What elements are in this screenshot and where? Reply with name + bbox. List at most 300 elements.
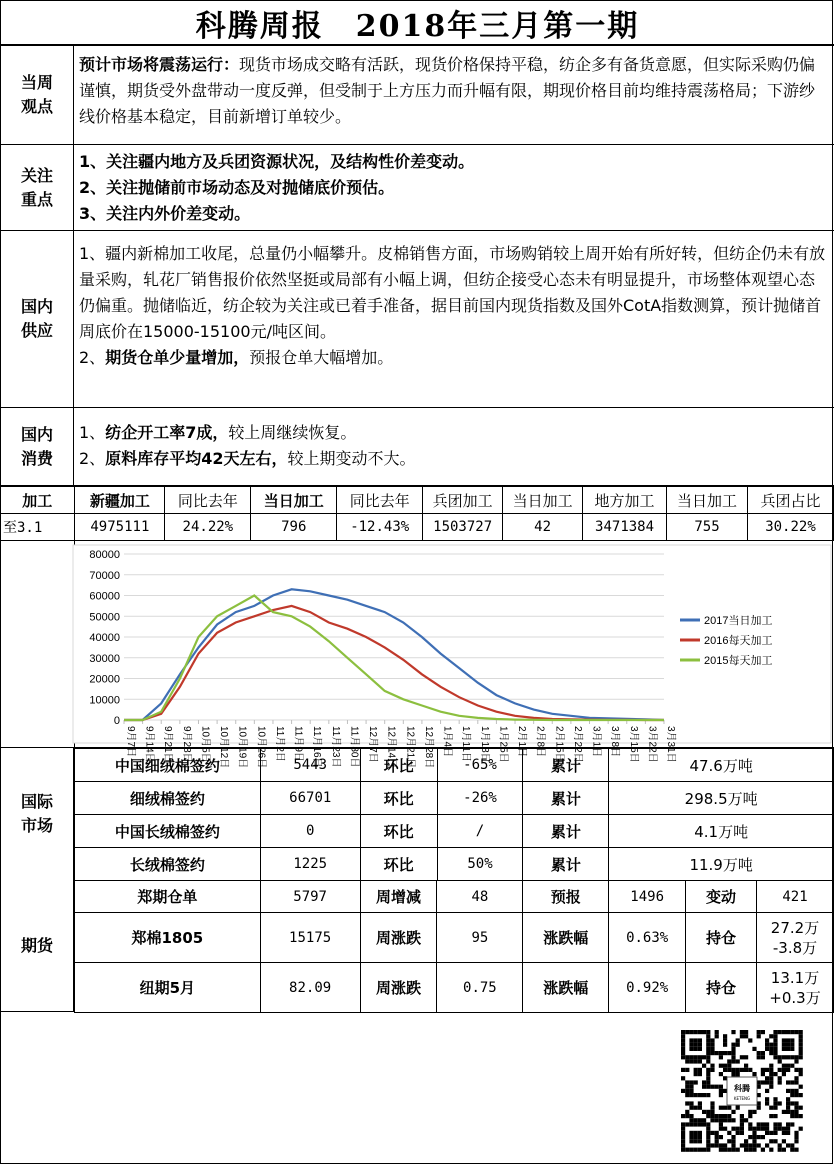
processing-header: 同比去年 — [337, 487, 423, 514]
qr-module — [782, 1030, 786, 1034]
qr-module — [719, 1148, 723, 1152]
qr-module — [778, 1148, 782, 1152]
futures-position-change: -3.8万 — [772, 938, 818, 957]
qr-module — [719, 1127, 723, 1131]
futures-row — [75, 881, 834, 913]
qr-module — [681, 1043, 685, 1047]
futures-cell: 涨跌幅 — [523, 963, 609, 1013]
consume-line-2 — [79, 446, 828, 472]
qr-code[interactable] — [669, 1028, 815, 1154]
qr-module — [782, 1068, 786, 1072]
qr-module — [698, 1093, 702, 1097]
qr-module — [698, 1131, 702, 1135]
qr-module — [769, 1139, 773, 1143]
qr-module — [736, 1131, 740, 1135]
qr-module — [778, 1101, 782, 1105]
qr-module — [706, 1068, 710, 1072]
qr-module — [710, 1043, 714, 1047]
qr-module — [689, 1118, 693, 1122]
section-weekly-view — [1, 46, 834, 145]
qr-module — [794, 1101, 798, 1105]
y-tick-label: 0 — [113, 715, 120, 727]
x-tick-label: 11月30日 — [348, 726, 360, 768]
qr-module — [740, 1131, 744, 1135]
intl-cell: 累计 — [523, 782, 609, 815]
x-tick-label: 10月19日 — [236, 726, 248, 769]
qr-module — [790, 1143, 794, 1147]
qr-module — [736, 1106, 740, 1110]
qr-module — [761, 1127, 765, 1131]
futures-cell: 15175 — [260, 913, 360, 963]
qr-module — [782, 1072, 786, 1076]
qr-module — [769, 1034, 773, 1038]
qr-module — [689, 1101, 693, 1105]
qr-module — [765, 1038, 769, 1042]
qr-module — [794, 1148, 798, 1152]
qr-module — [773, 1106, 777, 1110]
qr-module — [786, 1047, 790, 1051]
qr-module — [731, 1110, 735, 1114]
y-tick-label: 20000 — [89, 673, 120, 686]
section-body — [79, 52, 828, 130]
qr-module — [794, 1080, 798, 1084]
qr-module — [736, 1072, 740, 1076]
qr-module — [752, 1148, 756, 1152]
processing-table — [0, 486, 834, 541]
qr-module — [681, 1148, 685, 1152]
qr-module — [706, 1093, 710, 1097]
qr-module — [681, 1034, 685, 1038]
x-tick-label: 11月9日 — [292, 726, 304, 762]
qr-module — [782, 1064, 786, 1068]
qr-module — [769, 1072, 773, 1076]
chart-y-ticks — [89, 549, 120, 727]
y-tick-label: 30000 — [89, 652, 120, 665]
qr-module — [761, 1051, 765, 1055]
qr-module — [799, 1093, 803, 1097]
qr-module — [694, 1118, 698, 1122]
processing-cell: 755 — [667, 514, 748, 541]
qr-module — [744, 1064, 748, 1068]
qr-module — [723, 1038, 727, 1042]
qr-module — [790, 1030, 794, 1034]
qr-module — [689, 1080, 693, 1084]
qr-module — [773, 1055, 777, 1059]
processing-cell: 3471384 — [583, 514, 667, 541]
qr-module — [723, 1114, 727, 1118]
qr-module — [782, 1047, 786, 1051]
qr-module — [794, 1055, 798, 1059]
futures-cell: 0.75 — [437, 963, 523, 1013]
qr-module — [761, 1030, 765, 1034]
qr-module — [773, 1034, 777, 1038]
qr-module — [727, 1064, 731, 1068]
qr-module — [694, 1047, 698, 1051]
qr-module — [761, 1122, 765, 1126]
qr-module — [799, 1114, 803, 1118]
qr-module — [715, 1085, 719, 1089]
qr-module — [706, 1038, 710, 1042]
qr-module — [727, 1118, 731, 1122]
qr-module — [710, 1114, 714, 1118]
x-tick-label: 1月25日 — [497, 726, 509, 763]
x-tick-label: 3月15日 — [627, 726, 639, 763]
qr-module — [689, 1030, 693, 1034]
qr-module — [681, 1076, 685, 1080]
qr-module — [786, 1080, 790, 1084]
qr-module — [752, 1131, 756, 1135]
qr-module — [757, 1106, 761, 1110]
qr-module — [723, 1034, 727, 1038]
qr-module — [786, 1055, 790, 1059]
consume-line-1 — [79, 420, 828, 446]
intl-cell: 中国细绒棉签约 — [75, 749, 261, 782]
qr-module — [702, 1110, 706, 1114]
qr-module — [752, 1139, 756, 1143]
qr-module — [765, 1101, 769, 1105]
qr-module — [748, 1068, 752, 1072]
futures-position: 13.1万 — [770, 968, 820, 987]
qr-module — [736, 1127, 740, 1131]
qr-module — [681, 1055, 685, 1059]
futures-cell: 1496 — [609, 881, 686, 913]
qr-module — [727, 1106, 731, 1110]
qr-module — [786, 1110, 790, 1114]
x-tick-label: 9月28日 — [180, 726, 192, 763]
qr-module — [757, 1051, 761, 1055]
qr-module — [694, 1106, 698, 1110]
qr-module — [765, 1080, 769, 1084]
qr-module — [689, 1139, 693, 1143]
qr-module — [765, 1122, 769, 1126]
section-body — [79, 149, 828, 227]
qr-module — [710, 1064, 714, 1068]
qr-module — [689, 1047, 693, 1051]
qr-module — [778, 1055, 782, 1059]
qr-module — [698, 1135, 702, 1139]
consume-l1-rest: 较上周继续恢复。 — [228, 423, 357, 442]
qr-module — [689, 1122, 693, 1126]
qr-module — [736, 1148, 740, 1152]
qr-module — [698, 1059, 702, 1063]
futures-row — [75, 963, 834, 1013]
qr-module — [719, 1064, 723, 1068]
qr-module — [748, 1135, 752, 1139]
qr-module — [719, 1143, 723, 1147]
qr-module — [694, 1068, 698, 1072]
qr-module — [731, 1055, 735, 1059]
qr-module — [773, 1114, 777, 1118]
qr-module — [799, 1106, 803, 1110]
x-tick-label: 11月16日 — [311, 726, 323, 768]
qr-module — [799, 1047, 803, 1051]
processing-header-row — [0, 487, 834, 514]
qr-module — [731, 1127, 735, 1131]
qr-module — [765, 1097, 769, 1101]
qr-module — [689, 1093, 693, 1097]
qr-module — [706, 1148, 710, 1152]
qr-module — [752, 1135, 756, 1139]
qr-module — [757, 1055, 761, 1059]
futures-position-cell — [757, 913, 834, 963]
qr-module — [740, 1068, 744, 1072]
processing-cell: 30.22% — [747, 514, 833, 541]
qr-module — [706, 1030, 710, 1034]
qr-module — [681, 1068, 685, 1072]
qr-module — [706, 1080, 710, 1084]
qr-module — [719, 1072, 723, 1076]
qr-module — [715, 1131, 719, 1135]
qr-module — [698, 1047, 702, 1051]
qr-module — [681, 1051, 685, 1055]
processing-header: 当日加工 — [503, 487, 583, 514]
qr-module — [698, 1030, 702, 1034]
qr-module — [727, 1068, 731, 1072]
x-tick-label: 2月15日 — [553, 726, 565, 763]
section-label: 当周 观点 — [1, 46, 74, 144]
qr-module — [786, 1122, 790, 1126]
qr-module — [773, 1030, 777, 1034]
qr-module — [778, 1122, 782, 1126]
qr-module — [769, 1131, 773, 1135]
qr-module — [731, 1072, 735, 1076]
qr-module — [794, 1139, 798, 1143]
qr-module — [681, 1135, 685, 1139]
qr-module — [752, 1047, 756, 1051]
qr-module — [731, 1118, 735, 1122]
qr-module — [752, 1110, 756, 1114]
qr-module — [794, 1093, 798, 1097]
qr-module — [736, 1059, 740, 1063]
qr-module — [761, 1055, 765, 1059]
qr-module — [715, 1051, 719, 1055]
qr-module — [773, 1051, 777, 1055]
qr-module — [782, 1055, 786, 1059]
qr-module — [698, 1101, 702, 1105]
qr-module — [702, 1085, 706, 1089]
qr-module — [694, 1055, 698, 1059]
qr-module — [706, 1135, 710, 1139]
qr-module — [685, 1085, 689, 1089]
qr-module — [723, 1106, 727, 1110]
qr-module — [790, 1089, 794, 1093]
qr-module — [773, 1122, 777, 1126]
qr-module — [719, 1055, 723, 1059]
qr-module — [794, 1059, 798, 1063]
processing-cell: 1503727 — [423, 514, 503, 541]
qr-module — [715, 1139, 719, 1143]
qr-module — [778, 1068, 782, 1072]
qr-module — [685, 1089, 689, 1093]
qr-module — [752, 1143, 756, 1147]
processing-header: 新疆加工 — [75, 487, 165, 514]
x-tick-label: 12月21日 — [404, 726, 416, 769]
qr-module — [765, 1043, 769, 1047]
qr-module — [710, 1143, 714, 1147]
qr-module — [761, 1135, 765, 1139]
qr-module — [748, 1143, 752, 1147]
intl-cell: 0 — [260, 815, 360, 848]
qr-module — [702, 1055, 706, 1059]
qr-module — [778, 1080, 782, 1084]
qr-module — [736, 1043, 740, 1047]
futures-table — [74, 880, 834, 1013]
qr-module — [769, 1106, 773, 1110]
qr-logo-text: 科腾 — [734, 1083, 750, 1093]
qr-module — [689, 1114, 693, 1118]
qr-module — [694, 1148, 698, 1152]
supply-p2-rest: 预报仓单大幅增加。 — [249, 348, 394, 367]
processing-cell: 至3.1 — [0, 514, 75, 541]
qr-module — [773, 1072, 777, 1076]
view-text: 现货市场成交略有活跃，现货价格保持平稳，纺企多有备货意愿，但实际采购仍偏谨慎，期货受外盘带动一度反弹，但受制于上方压力而升幅有限，期现价格目前均维持震荡格局；下游纱线价格基本稳定，目前新增订单较少。 — [79, 55, 816, 126]
x-tick-label: 10月26日 — [255, 726, 267, 769]
intl-cell: 环比 — [360, 815, 437, 848]
futures-cell: 预报 — [523, 881, 609, 913]
qr-module — [727, 1131, 731, 1135]
qr-module — [757, 1127, 761, 1131]
qr-module — [782, 1139, 786, 1143]
consume-l2-num: 2、 — [79, 449, 106, 468]
section-consume — [1, 408, 834, 486]
qr-module — [710, 1118, 714, 1122]
qr-module — [723, 1143, 727, 1147]
qr-module — [765, 1143, 769, 1147]
qr-module — [773, 1043, 777, 1047]
futures-cell: 持仓 — [686, 913, 757, 963]
qr-module — [702, 1080, 706, 1084]
futures-cell: 郑棉1805 — [75, 913, 261, 963]
x-tick-label: 3月8日 — [609, 726, 621, 758]
intl-cell: 1225 — [260, 848, 360, 881]
intl-cell: 11.9万吨 — [609, 848, 834, 881]
qr-module — [694, 1122, 698, 1126]
qr-module — [748, 1148, 752, 1152]
qr-module — [778, 1059, 782, 1063]
intl-cell: / — [437, 815, 523, 848]
qr-module — [773, 1047, 777, 1051]
qr-module — [757, 1122, 761, 1126]
qr-module — [710, 1110, 714, 1114]
qr-module — [706, 1131, 710, 1135]
qr-module — [698, 1118, 702, 1122]
processing-cell: 4975111 — [75, 514, 165, 541]
qr-logo-sub: KETENG — [733, 1096, 751, 1101]
intl-cell: 累计 — [523, 815, 609, 848]
qr-module — [698, 1055, 702, 1059]
qr-module — [719, 1089, 723, 1093]
qr-module — [694, 1059, 698, 1063]
qr-module — [731, 1030, 735, 1034]
futures-cell: 周涨跌 — [360, 913, 437, 963]
qr-module — [752, 1072, 756, 1076]
qr-module — [731, 1143, 735, 1147]
qr-module — [799, 1055, 803, 1059]
qr-module — [715, 1114, 719, 1118]
qr-module — [685, 1093, 689, 1097]
qr-module — [769, 1080, 773, 1084]
qr-module — [769, 1148, 773, 1152]
qr-module — [782, 1110, 786, 1114]
processing-data-row — [0, 514, 834, 541]
qr-module — [790, 1043, 794, 1047]
qr-module — [685, 1080, 689, 1084]
qr-module — [748, 1038, 752, 1042]
qr-module — [773, 1127, 777, 1131]
qr-module — [681, 1030, 685, 1034]
qr-module — [761, 1080, 765, 1084]
qr-module — [786, 1127, 790, 1131]
qr-module — [744, 1139, 748, 1143]
futures-cell: 周涨跌 — [360, 963, 437, 1013]
qr-module — [689, 1059, 693, 1063]
qr-module — [723, 1148, 727, 1152]
legend-label: 2015每天加工 — [704, 655, 773, 667]
qr-module — [698, 1148, 702, 1152]
processing-cell: 42 — [503, 514, 583, 541]
intl-cell: 累计 — [523, 848, 609, 881]
qr-module — [706, 1143, 710, 1147]
qr-module — [778, 1076, 782, 1080]
x-tick-label: 2月8日 — [534, 726, 546, 758]
qr-module — [769, 1068, 773, 1072]
qr-module — [794, 1030, 798, 1034]
qr-module — [710, 1047, 714, 1051]
qr-module — [706, 1114, 710, 1118]
intl-cell: 环比 — [360, 749, 437, 782]
qr-module — [794, 1068, 798, 1072]
qr-module — [694, 1139, 698, 1143]
qr-module — [782, 1038, 786, 1042]
qr-module — [698, 1139, 702, 1143]
qr-module — [769, 1085, 773, 1089]
qr-module — [740, 1118, 744, 1122]
qr-module — [790, 1122, 794, 1126]
qr-module — [769, 1114, 773, 1118]
qr-module — [765, 1089, 769, 1093]
qr-module — [706, 1085, 710, 1089]
intl-cell: 中国长绒棉签约 — [75, 815, 261, 848]
qr-module — [794, 1106, 798, 1110]
intl-cell: -26% — [437, 782, 523, 815]
qr-module — [710, 1068, 714, 1072]
qr-module — [799, 1051, 803, 1055]
processing-header: 地方加工 — [583, 487, 667, 514]
qr-module — [790, 1064, 794, 1068]
qr-module — [689, 1055, 693, 1059]
x-tick-label: 11月2日 — [273, 726, 285, 762]
qr-module — [769, 1051, 773, 1055]
intl-cell: 累计 — [523, 749, 609, 782]
qr-module — [782, 1127, 786, 1131]
qr-module — [706, 1122, 710, 1126]
x-tick-label: 1月4日 — [441, 726, 453, 758]
section-label: 国内 消费 — [1, 408, 74, 485]
futures-cell: 5797 — [260, 881, 360, 913]
intl-label: 国际 市场 — [1, 748, 74, 880]
qr-module — [694, 1043, 698, 1047]
section-supply — [1, 231, 834, 408]
x-tick-label: 3月22日 — [646, 726, 658, 763]
qr-module — [702, 1093, 706, 1097]
qr-module — [731, 1139, 735, 1143]
qr-module — [790, 1148, 794, 1152]
qr-module — [694, 1080, 698, 1084]
qr-module — [689, 1089, 693, 1093]
qr-module — [689, 1038, 693, 1042]
intl-row — [75, 782, 834, 815]
chart-legend — [680, 613, 772, 667]
